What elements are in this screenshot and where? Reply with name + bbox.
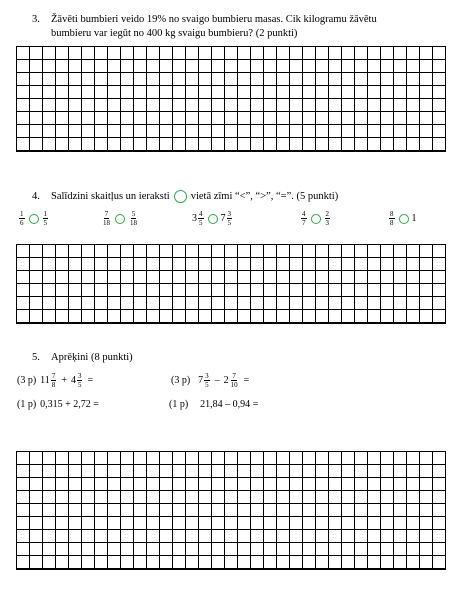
q3-answer-grid[interactable] (16, 46, 446, 152)
operator: – (214, 375, 220, 386)
fraction: $\frac{2}{3}$ (325, 210, 329, 227)
equals-sign: = (243, 375, 250, 386)
points-label: (1 p) (169, 399, 189, 410)
fraction: $\frac{7}{10}$ (230, 372, 238, 389)
q3-number: 3. (32, 14, 40, 25)
points-label: (3 p) (171, 375, 191, 386)
fraction: $\frac{3}{5}$ (227, 210, 231, 227)
q4-item-1 (18, 210, 49, 227)
compare-circle-4[interactable] (311, 214, 321, 224)
fraction: $\frac{3}{5}$ (77, 372, 82, 389)
q5-title: Aprēķini (8 punkti) (51, 352, 133, 363)
q3-text-line2: bumbieru var iegūt no 400 kg svaigu bumbieru? (2 punkti) (51, 28, 298, 39)
compare-circle-2[interactable] (115, 214, 125, 224)
whole-number: 1 (411, 213, 417, 224)
fraction: $\frac{7}{18}$ (103, 210, 110, 227)
q4-instruction-before: Salīdzini skaitļus un ieraksti (51, 191, 170, 202)
answer-circle-icon (174, 190, 187, 203)
whole-number: 7 (198, 375, 204, 386)
whole-number: 7 (220, 213, 226, 224)
q4-item-4 (300, 210, 331, 227)
q5-answer-grid[interactable] (16, 451, 446, 570)
q3-text-line1: Žāvēti bumbieri veido 19% no svaigo bumbieru masas. Cik kilogramu žāvētu (51, 14, 377, 25)
compare-circle-3[interactable] (208, 214, 218, 224)
fraction: $\frac{3}{5}$ (205, 372, 209, 389)
whole-number: 11 (40, 375, 50, 386)
q5-expression-2 (171, 372, 249, 389)
fraction: $\frac{4}{5}$ (199, 210, 203, 227)
q5-expression-4 (169, 399, 258, 410)
whole-number: 3 (192, 213, 197, 224)
whole-number: 4 (70, 375, 76, 386)
whole-number: 2 (223, 375, 229, 386)
compare-circle-5[interactable] (399, 214, 409, 224)
q5-expression-3 (17, 399, 99, 410)
fraction: $\frac{1}{5}$ (43, 210, 47, 227)
fraction: $\frac{7}{8}$ (51, 372, 56, 389)
expression-text: 0,315 + 2,72 = (40, 399, 99, 410)
q4-item-3 (192, 210, 233, 227)
q4-item-2 (101, 210, 139, 227)
fraction: $\frac{1}{6}$ (20, 210, 24, 227)
equals-sign: = (87, 375, 94, 386)
q4-answer-grid[interactable] (16, 244, 446, 324)
points-label: (1 p) (17, 399, 37, 410)
q4-instruction-after: vietā zīmi “<”, “>”, “=”. (5 punkti) (190, 191, 339, 202)
q4-number: 4. (32, 191, 40, 202)
q5-number: 5. (32, 352, 40, 363)
compare-circle-1[interactable] (29, 214, 39, 224)
fraction: $\frac{8}{8}$ (390, 210, 394, 227)
fraction: $\frac{5}{18}$ (130, 210, 137, 227)
q4-item-5 (388, 210, 417, 227)
fraction: $\frac{4}{7}$ (302, 210, 306, 227)
operator: + (61, 375, 67, 386)
expression-text: 21,84 – 0,94 = (200, 399, 259, 410)
q5-expression-1 (17, 372, 93, 389)
points-label: (3 p) (17, 375, 37, 386)
q4-instruction (51, 190, 338, 203)
